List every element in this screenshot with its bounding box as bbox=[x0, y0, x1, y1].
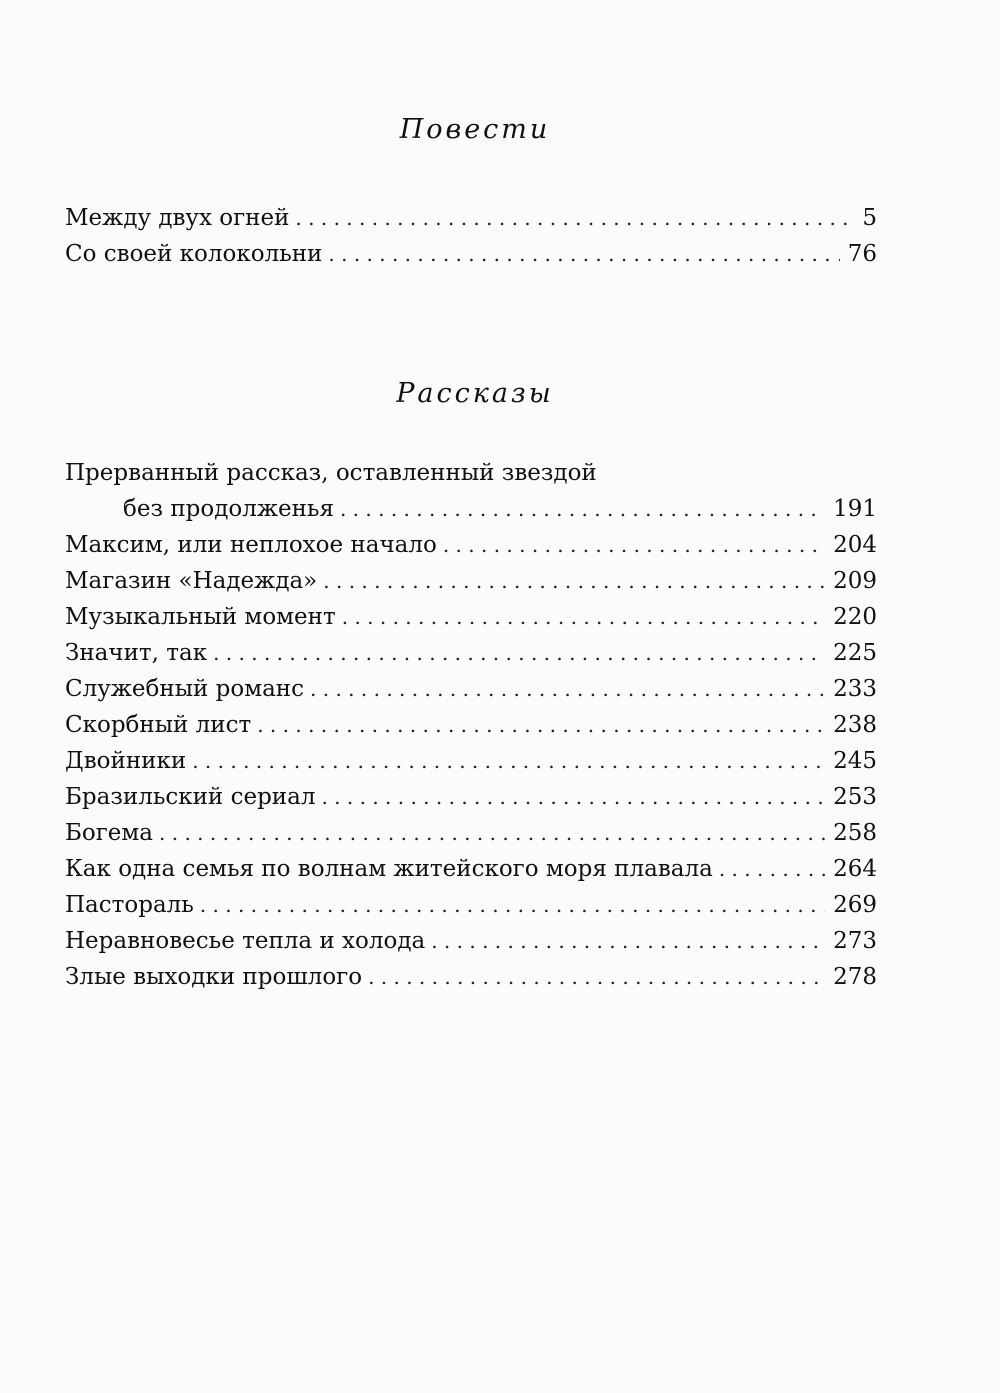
toc-entry bbox=[65, 707, 877, 743]
toc-entry-page: 269 bbox=[825, 887, 877, 923]
dot-leader bbox=[295, 200, 854, 236]
toc-entry-title: Магазин «Надежда» bbox=[65, 563, 323, 599]
toc-entry bbox=[65, 743, 877, 779]
toc-entry-title: Служебный романс bbox=[65, 671, 310, 707]
dot-leader bbox=[200, 887, 825, 923]
toc-entry-page: 225 bbox=[825, 635, 877, 671]
toc-entry-line1 bbox=[65, 455, 877, 491]
toc-entry bbox=[65, 599, 877, 635]
toc-entry-page: 204 bbox=[825, 527, 877, 563]
toc-entry-page: 5 bbox=[854, 200, 877, 236]
toc-entry-title: Скорбный лист bbox=[65, 707, 257, 743]
dot-leader bbox=[192, 743, 825, 779]
toc-entry-page: 220 bbox=[825, 599, 877, 635]
dot-leader bbox=[328, 236, 839, 272]
toc-entry-title: Неравновесье тепла и холода bbox=[65, 923, 431, 959]
toc-entry bbox=[65, 563, 877, 599]
toc-entry-page: 233 bbox=[825, 671, 877, 707]
dot-leader bbox=[342, 599, 825, 635]
toc-entry-title: Двойники bbox=[65, 743, 192, 779]
toc-entry-title: Пастораль bbox=[65, 887, 200, 923]
toc-entry-title: Как одна семья по волнам житейского моря плавала bbox=[65, 851, 719, 887]
dot-leader bbox=[323, 563, 825, 599]
toc-entry bbox=[65, 779, 877, 815]
toc-entry-page: 209 bbox=[825, 563, 877, 599]
toc-entry-page: 76 bbox=[840, 236, 877, 272]
section-heading-rasskazy: Рассказы bbox=[396, 378, 554, 409]
toc-entry bbox=[65, 959, 877, 995]
toc-entry-title: Музыкальный момент bbox=[65, 599, 342, 635]
dot-leader bbox=[321, 779, 825, 815]
toc-entry-page: 238 bbox=[825, 707, 877, 743]
toc-entry-title: Бразильский сериал bbox=[65, 779, 321, 815]
toc-entry bbox=[65, 671, 877, 707]
toc-entry-page: 253 bbox=[825, 779, 877, 815]
toc-entry bbox=[65, 635, 877, 671]
toc-entry bbox=[65, 527, 877, 563]
toc-entry bbox=[65, 815, 877, 851]
toc-entry-title: Максим, или неплохое начало bbox=[65, 527, 443, 563]
toc-entry-title: Со своей колокольни bbox=[65, 236, 328, 272]
toc-entry-page: 278 bbox=[825, 959, 877, 995]
toc-entry-title: Прерванный рассказ, оставленный звездой bbox=[65, 460, 603, 486]
dot-leader bbox=[159, 815, 825, 851]
toc-entry-page: 264 bbox=[825, 851, 877, 887]
toc-entry-page: 245 bbox=[825, 743, 877, 779]
toc-entry bbox=[65, 851, 877, 887]
toc-entry-page: 273 bbox=[825, 923, 877, 959]
dot-leader bbox=[368, 959, 825, 995]
dot-leader bbox=[257, 707, 825, 743]
toc-entry-title: Между двух огней bbox=[65, 200, 295, 236]
toc-entry bbox=[65, 236, 877, 272]
toc-entry bbox=[65, 491, 877, 527]
dot-leader bbox=[431, 923, 825, 959]
dot-leader bbox=[310, 671, 825, 707]
toc-entry-title-continued: без продолженья bbox=[123, 491, 340, 527]
toc-entry bbox=[65, 923, 877, 959]
toc-list-povesti bbox=[65, 200, 877, 272]
toc-entry-page: 258 bbox=[825, 815, 877, 851]
toc-list-rasskazy bbox=[65, 455, 877, 995]
dot-leader bbox=[443, 527, 825, 563]
dot-leader bbox=[213, 635, 825, 671]
toc-entry bbox=[65, 887, 877, 923]
dot-leader bbox=[340, 491, 825, 527]
toc-entry bbox=[65, 200, 877, 236]
toc-entry-title: Значит, так bbox=[65, 635, 213, 671]
section-heading-povesti: Повести bbox=[399, 114, 551, 145]
toc-entry-title: Богема bbox=[65, 815, 159, 851]
toc-entry-title: Злые выходки прошлого bbox=[65, 959, 368, 995]
toc-entry-page: 191 bbox=[825, 491, 877, 527]
dot-leader bbox=[719, 851, 825, 887]
